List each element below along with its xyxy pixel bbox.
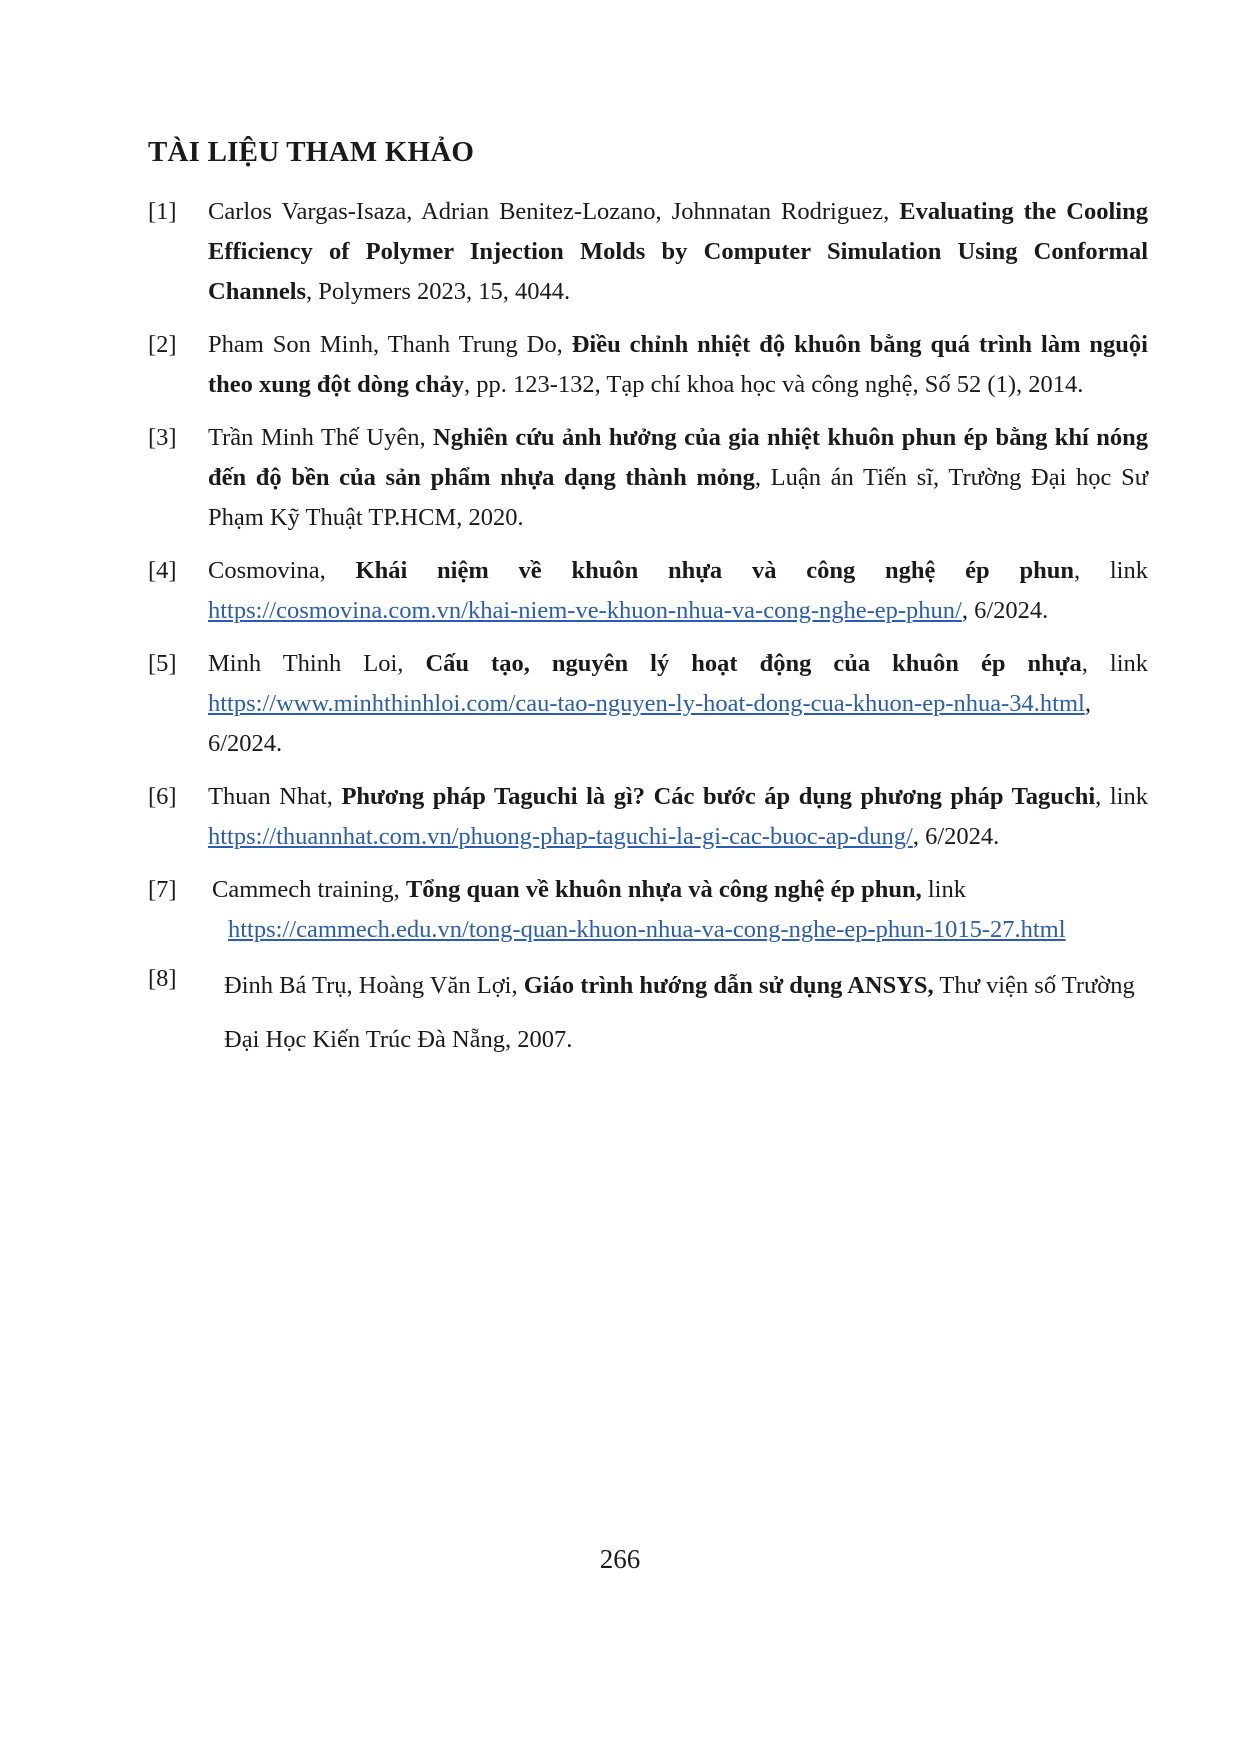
reference-title: Evaluating the Cooling Efficiency of Polymer Injection Molds by Computer Simulation Using Conformal Channels xyxy=(208,198,1148,305)
reference-number: [7] xyxy=(148,876,177,903)
reference-body xyxy=(208,870,1148,950)
reference-source: , Polymers 2023, 15, 4044. xyxy=(306,278,571,305)
reference-link[interactable]: https://www.minhthinhloi.com/cau-tao-nguyen-ly-hoat-dong-cua-khuon-ep-nhua-34.html xyxy=(208,690,1085,717)
reference-body xyxy=(208,192,1148,312)
reference-authors: Cosmovina, xyxy=(208,557,356,584)
reference-link-line xyxy=(212,910,1148,950)
reference-body xyxy=(208,959,1148,1067)
reference-item-5 xyxy=(148,644,1148,764)
reference-number: [4] xyxy=(148,557,177,584)
page-title: TÀI LIỆU THAM KHẢO xyxy=(148,136,475,168)
reference-date: , 6/2024. xyxy=(961,597,1049,624)
reference-body xyxy=(208,551,1148,631)
reference-date: , 6/2024. xyxy=(208,690,1091,757)
reference-item-1 xyxy=(148,192,1148,312)
reference-body xyxy=(208,418,1148,538)
reference-link-prefix: , link xyxy=(1081,650,1148,677)
reference-link-prefix: link xyxy=(921,876,966,903)
reference-number: [2] xyxy=(148,331,177,358)
reference-number: [1] xyxy=(148,198,177,225)
reference-item-2 xyxy=(148,325,1148,405)
reference-item-4 xyxy=(148,551,1148,631)
reference-number: [3] xyxy=(148,424,177,451)
reference-title: Phương pháp Taguchi là gì? Các bước áp dụng phương pháp Taguchi xyxy=(341,783,1096,810)
reference-link[interactable]: https://cammech.edu.vn/tong-quan-khuon-nhua-va-cong-nghe-ep-phun-1015-27.html xyxy=(228,916,1066,943)
reference-title: Khái niệm về khuôn nhựa và công nghệ ép phun xyxy=(355,557,1074,584)
reference-item-6 xyxy=(148,777,1148,857)
reference-list xyxy=(148,192,1148,1080)
reference-item-8 xyxy=(148,959,1148,1067)
reference-title: Tổng quan về khuôn nhựa và công nghệ ép phun, xyxy=(405,876,922,903)
reference-link[interactable]: https://cosmovina.com.vn/khai-niem-ve-khuon-nhua-va-cong-nghe-ep-phun/ xyxy=(208,597,962,624)
reference-source: Thư viện số Trường Đại Học Kiến Trúc Đà Nẵng, 2007. xyxy=(224,972,1135,1053)
reference-link-prefix: , link xyxy=(1073,557,1148,584)
reference-title: Nghiên cứu ảnh hưởng của gia nhiệt khuôn phun ép bằng khí nóng đến độ bền của sản phẩm nhựa dạng thành mỏng xyxy=(208,424,1148,491)
reference-authors: Trần Minh Thế Uyên, xyxy=(208,424,434,451)
reference-authors: Pham Son Minh, Thanh Trung Do, xyxy=(208,331,572,358)
reference-authors: Cammech training, xyxy=(212,876,406,903)
reference-number: [8] xyxy=(148,965,177,992)
reference-link[interactable]: https://thuannhat.com.vn/phuong-phap-taguchi-la-gi-cac-buoc-ap-dung/ xyxy=(208,823,913,850)
reference-body xyxy=(208,777,1148,857)
reference-item-7 xyxy=(148,870,1148,950)
reference-body xyxy=(208,325,1148,405)
page-number: 266 xyxy=(599,1544,641,1574)
reference-title: Điều chỉnh nhiệt độ khuôn bằng quá trình làm nguội theo xung đột dòng chảy xyxy=(208,331,1148,398)
reference-link-prefix: , link xyxy=(1095,783,1148,810)
reference-authors: Minh Thinh Loi, xyxy=(208,650,426,677)
reference-number: [6] xyxy=(148,783,177,810)
reference-body xyxy=(208,644,1148,764)
reference-authors: Đinh Bá Trụ, Hoàng Văn Lợi, xyxy=(224,972,524,999)
reference-authors: Thuan Nhat, xyxy=(208,783,342,810)
reference-title: Cấu tạo, nguyên lý hoạt động của khuôn ép nhựa xyxy=(425,650,1082,677)
reference-source: , Luận án Tiến sĩ, Trường Đại học Sư Phạm Kỹ Thuật TP.HCM, 2020. xyxy=(208,464,1148,531)
reference-number: [5] xyxy=(148,650,177,677)
reference-title: Giáo trình hướng dẫn sử dụng ANSYS, xyxy=(523,972,934,999)
reference-date: , 6/2024. xyxy=(912,823,1000,850)
reference-source: , pp. 123-132, Tạp chí khoa học và công nghệ, Số 52 (1), 2014. xyxy=(463,371,1084,398)
reference-item-3 xyxy=(148,418,1148,538)
reference-authors: Carlos Vargas-Isaza, Adrian Benitez-Lozano, Johnnatan Rodriguez, xyxy=(208,198,900,225)
